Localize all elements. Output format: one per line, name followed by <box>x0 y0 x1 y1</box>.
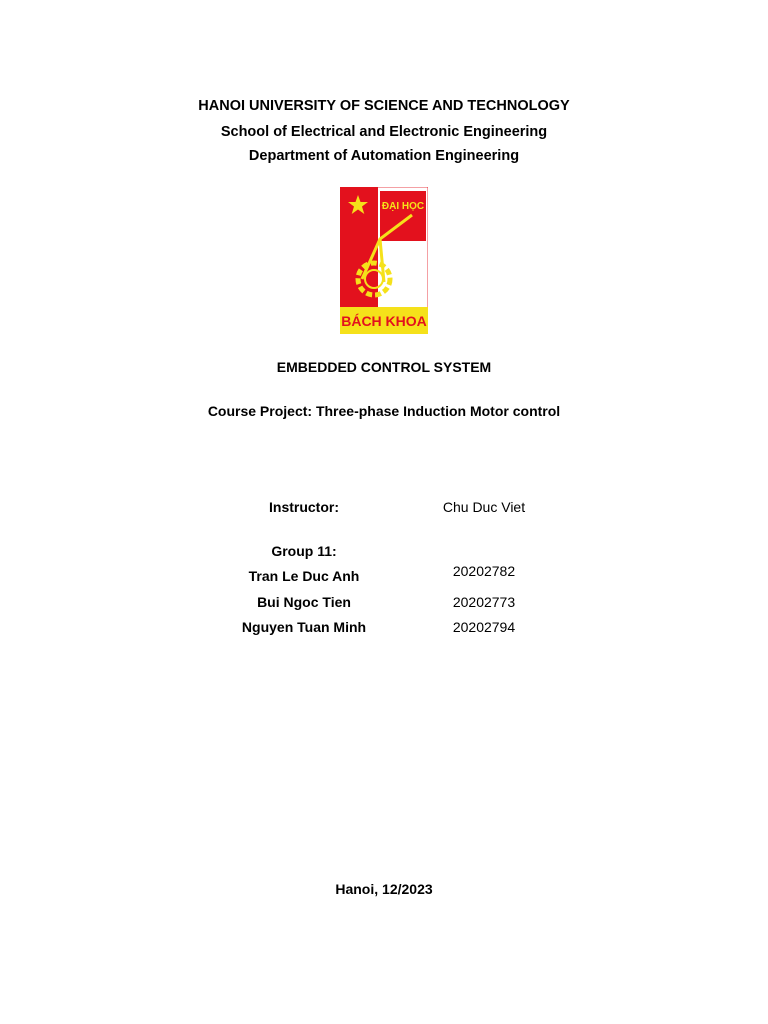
member-name: Bui Ngoc Tien <box>257 594 351 610</box>
course-title: EMBEDDED CONTROL SYSTEM <box>276 359 492 375</box>
member-name: Tran Le Duc Anh <box>248 568 360 584</box>
group-label: Group 11: <box>271 543 337 559</box>
project-title: Course Project: Three-phase Induction Motor control <box>207 403 561 419</box>
university-name: HANOI UNIVERSITY OF SCIENCE AND TECHNOLOGY <box>198 98 570 114</box>
place-date: Hanoi, 12/2023 <box>335 881 433 897</box>
member-name: Nguyen Tuan Minh <box>241 619 367 635</box>
logo-text-top: ĐẠI HỌC <box>381 201 425 212</box>
university-logo <box>340 187 428 334</box>
instructor-name: Chu Duc Viet <box>442 499 526 515</box>
instructor-label: Instructor: <box>269 499 339 515</box>
department-name: Department of Automation Engineering <box>248 148 520 164</box>
member-id: 20202782 <box>452 563 516 579</box>
member-id: 20202794 <box>452 619 516 635</box>
school-name: School of Electrical and Electronic Engineering <box>220 124 548 140</box>
logo-text-bottom: BÁCH KHOA <box>341 313 427 329</box>
member-id: 20202773 <box>452 594 516 610</box>
